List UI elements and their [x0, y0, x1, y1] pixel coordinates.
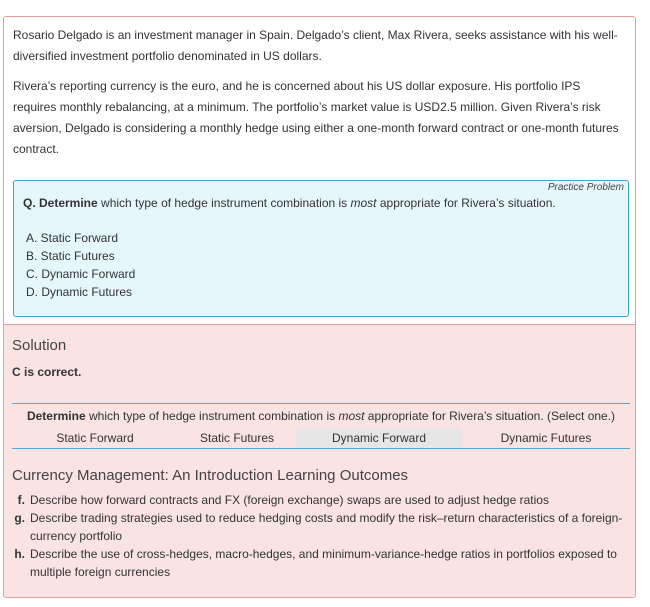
content-card [3, 16, 636, 598]
select-question-block [12, 403, 630, 449]
outcome-letter: f. [17, 493, 25, 507]
choice-dynamic-futures[interactable]: Dynamic Futures [500, 431, 592, 445]
question-emphasis: most [350, 196, 377, 210]
outcome-letter: g. [14, 511, 25, 525]
solution-title: Solution [12, 337, 67, 354]
choice-row [12, 428, 630, 448]
question-prefix: Q. Determine [23, 196, 98, 210]
question-text [23, 196, 556, 210]
select-question-bold: Determine [26, 409, 86, 423]
option-c[interactable]: C. Dynamic Forward [26, 267, 136, 281]
choice-static-forward[interactable]: Static Forward [56, 431, 134, 445]
choice-dynamic-forward[interactable]: Dynamic Forward [296, 428, 462, 448]
outcome-text: Describe trading strategies used to reduce hedging costs and modify the risk–return characteristics of a foreign-currency portfolio [30, 511, 623, 543]
learning-outcomes-title: Currency Management: An Introduction Learning Outcomes [12, 467, 409, 484]
outcome-letter: h. [14, 547, 25, 561]
intro-paragraph-2: Rivera’s reporting currency is the euro, and he is concerned about his US dollar exposure. His portfolio IPS requires monthly rebalancing, at a minimum. The portfolio’s market value is USD2.5 million. Given Rivera’s risk aversion, Delgado is considering a monthly hedge using either a one-month forward contract or one-month futures contract. [13, 79, 619, 156]
select-question-part-2: appropriate for Rivera’s situation. (Select one.) [364, 409, 616, 423]
option-d[interactable]: D. Dynamic Futures [26, 285, 133, 299]
practice-problem-box [13, 180, 629, 317]
practice-problem-tag: Practice Problem [547, 182, 624, 193]
question-part-2: appropriate for Rivera’s situation. [376, 196, 556, 210]
solution-panel [4, 324, 635, 598]
learning-outcomes-list [12, 491, 627, 581]
outcome-text: Describe how forward contracts and FX (foreign exchange) swaps are used to adjust hedge ratios [30, 493, 549, 507]
learning-outcome-h [12, 545, 627, 581]
option-a[interactable]: A. Static Forward [26, 231, 119, 245]
question-part-1: which type of hedge instrument combination is [97, 196, 351, 210]
answer-options [26, 229, 135, 301]
select-question-text [12, 409, 630, 423]
select-question-emphasis: most [338, 409, 365, 423]
choice-static-futures[interactable]: Static Futures [199, 431, 275, 445]
outcome-text: Describe the use of cross-hedges, macro-hedges, and minimum-variance-hedge ratios in portfolios exposed to multiple foreign currencies [30, 547, 617, 579]
case-intro [4, 17, 635, 160]
select-question-part-1: which type of hedge instrument combination is [85, 409, 339, 423]
learning-outcome-f [12, 491, 627, 509]
learning-outcome-g [12, 509, 627, 545]
intro-paragraph-1: Rosario Delgado is an investment manager in Spain. Delgado’s client, Max Rivera, seeks assistance with his well-diversified investment portfolio denominated in US dollars. [13, 28, 618, 63]
solution-answer: C is correct. [12, 365, 82, 379]
option-b[interactable]: B. Static Futures [26, 249, 115, 263]
